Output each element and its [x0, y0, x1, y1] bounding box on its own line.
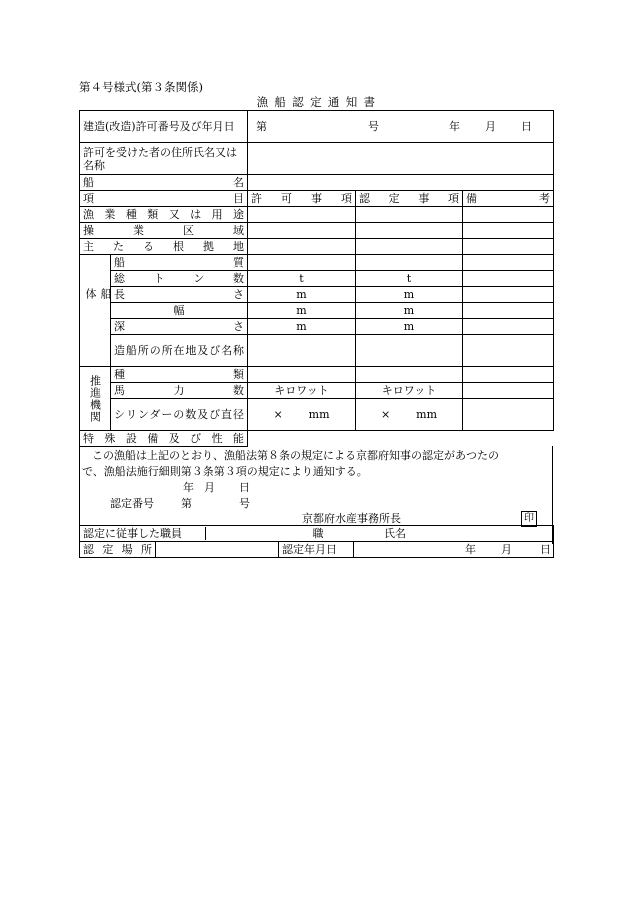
- engine-type-row: [80, 367, 554, 383]
- material-row: [80, 255, 554, 271]
- cert-date-value[interactable]: 年 月 日: [354, 542, 554, 558]
- holder-row: [80, 143, 554, 175]
- bottom-table: [79, 525, 554, 558]
- position-label: 職: [312, 527, 324, 540]
- hull-group-label: 船体: [80, 255, 111, 367]
- tonnage-row: [80, 271, 554, 287]
- notice-date-month: 月: [204, 481, 215, 494]
- cert-date-label: 認定年月日: [279, 542, 354, 558]
- horsepower-cert[interactable]: キロワット: [356, 383, 463, 399]
- staff-value[interactable]: [279, 526, 554, 542]
- staff-label: 認定に従事した職員: [83, 527, 206, 540]
- item-header: 項 目: [80, 191, 248, 207]
- cylinder-permit[interactable]: × mm: [248, 399, 356, 431]
- form-number: 第４号様式(第３条関係): [79, 80, 203, 94]
- engine-group-label: 推進機関: [80, 367, 111, 431]
- cert-number-prefix: 第: [181, 497, 192, 510]
- operation-area-label: 操業区域: [80, 223, 248, 239]
- name-label: 氏名: [384, 527, 406, 540]
- engine-type-label: 種 類: [111, 367, 248, 383]
- length-label: 長 さ: [111, 287, 248, 303]
- holder-value[interactable]: [248, 143, 554, 175]
- horsepower-row: [80, 383, 554, 399]
- breadth-label: 幅: [111, 303, 248, 319]
- certification-table: [79, 110, 554, 447]
- permit-header: 許 可 事 項: [248, 191, 356, 207]
- base-row: [80, 239, 554, 255]
- special-row: [80, 431, 554, 447]
- tonnage-cert[interactable]: t: [356, 271, 463, 287]
- permit-row: [80, 111, 554, 143]
- column-header-row: [80, 191, 554, 207]
- notice-date-year: 年: [183, 481, 194, 494]
- cert-number-suffix: 号: [239, 497, 250, 510]
- place-label: 認定場所: [80, 542, 156, 558]
- staff-row: [80, 526, 554, 542]
- shipyard-label: 造船所の所在地及び名称: [111, 335, 248, 367]
- cert-header: 認 定 事 項: [356, 191, 463, 207]
- permit-label: 建造(改造)許可番号及び年月日: [80, 111, 248, 143]
- depth-cert[interactable]: m: [356, 319, 463, 335]
- depth-label: 深 さ: [111, 319, 248, 335]
- notice-line-1: この漁船は上記のとおり、漁船法第８条の規定による京都府知事の認定があつたの: [92, 449, 499, 462]
- cylinder-row: [80, 399, 554, 431]
- permit-value[interactable]: 第 号 年 月 日: [248, 111, 554, 143]
- special-label: 特殊設備及び性能: [80, 431, 248, 447]
- ship-name-row: [80, 175, 554, 191]
- fishery-label: 漁業種類又は用途: [80, 207, 248, 223]
- notice-line-2: で、漁船法施行細則第３条第３項の規定により通知する。: [82, 465, 368, 478]
- depth-permit[interactable]: m: [248, 319, 356, 335]
- horsepower-permit[interactable]: キロワット: [248, 383, 356, 399]
- length-row: [80, 287, 554, 303]
- cert-number-label: 認定番号: [110, 497, 154, 510]
- length-permit[interactable]: m: [248, 287, 356, 303]
- place-row: [80, 542, 554, 558]
- length-cert[interactable]: m: [356, 287, 463, 303]
- depth-row: [80, 319, 554, 335]
- horsepower-label: 馬 力 数: [111, 383, 248, 399]
- place-value[interactable]: [156, 542, 279, 558]
- shipyard-row: [80, 335, 554, 367]
- cylinder-cert[interactable]: × mm: [356, 399, 463, 431]
- notice-date-day: 日: [239, 481, 250, 494]
- fishery-row: [80, 207, 554, 223]
- breadth-row: [80, 303, 554, 319]
- holder-label: 許可を受けた者の住所氏名又は名称: [80, 143, 248, 175]
- remarks-header: 備 考: [463, 191, 554, 207]
- document-title: 漁船認定通知書: [256, 95, 382, 109]
- operation-area-row: [80, 223, 554, 239]
- tonnage-permit[interactable]: t: [248, 271, 356, 287]
- issuer: 京都府水産事務所長: [302, 512, 401, 525]
- seal-mark: 印: [521, 511, 537, 527]
- material-label: 船 質: [111, 255, 248, 271]
- breadth-permit[interactable]: m: [248, 303, 356, 319]
- ship-name-value[interactable]: [248, 175, 554, 191]
- tonnage-label: 総 ト ン 数: [111, 271, 248, 287]
- ship-name-label: 船 名: [80, 175, 248, 191]
- breadth-cert[interactable]: m: [356, 303, 463, 319]
- cylinder-label: シリンダーの数及び直径: [111, 399, 248, 431]
- base-label: 主たる根拠地: [80, 239, 248, 255]
